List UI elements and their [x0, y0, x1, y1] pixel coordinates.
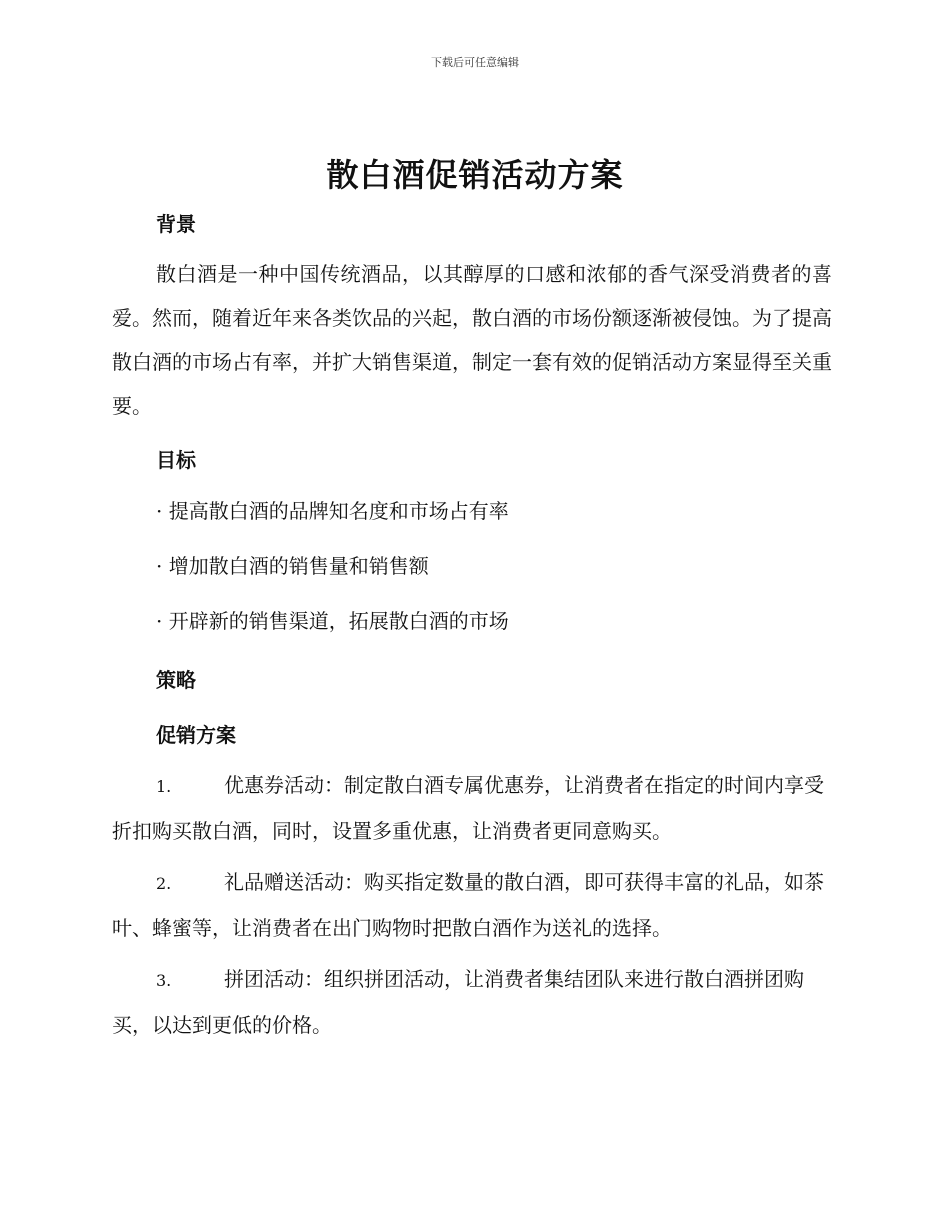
document-title: 散白酒促销活动方案 — [326, 156, 624, 194]
promotion-item-1 — [112, 763, 832, 853]
goal-item-2: · 增加散白酒的销售量和销售额 — [156, 554, 429, 578]
promotion-heading: 促销方案 — [156, 723, 236, 747]
promotion-item-text: 优惠券活动：制定散白酒专属优惠券，让消费者在指定的时间内享受折扣购买散白酒，同时，设置多重优惠，让消费者更同意购买。 — [112, 773, 824, 843]
background-heading: 背景 — [156, 212, 196, 236]
background-paragraph: 散白酒是一种中国传统酒品，以其醇厚的口感和浓郁的香气深受消费者的喜爱。然而，随着近年来各类饮品的兴起，散白酒的市场份额逐渐被侵蚀。为了提高散白酒的市场占有率，并扩大销售渠道，制定一套有效的促销活动方案显得至关重要。 — [112, 262, 832, 418]
goal-item-3: · 开辟新的销售渠道，拓展散白酒的市场 — [156, 609, 509, 633]
promotion-item-text: 拼团活动：组织拼团活动，让消费者集结团队来进行散白酒拼团购买，以达到更低的价格。 — [112, 967, 804, 1037]
goal-item-1: · 提高散白酒的品牌知名度和市场占有率 — [156, 499, 509, 523]
promotion-item-3 — [112, 957, 832, 1047]
promotion-item-number: 2. — [156, 874, 172, 893]
promotion-item-number: 3. — [156, 971, 172, 990]
promotion-item-number: 1. — [156, 777, 172, 796]
strategy-heading: 策略 — [156, 668, 196, 692]
promotion-item-text: 礼品赠送活动：购买指定数量的散白酒，即可获得丰富的礼品，如茶叶、蜂蜜等，让消费者在出门购物时把散白酒作为送礼的选择。 — [112, 870, 824, 940]
header-note: 下载后可任意编辑 — [431, 56, 519, 69]
goals-heading: 目标 — [156, 448, 196, 472]
promotion-item-2 — [112, 860, 832, 950]
